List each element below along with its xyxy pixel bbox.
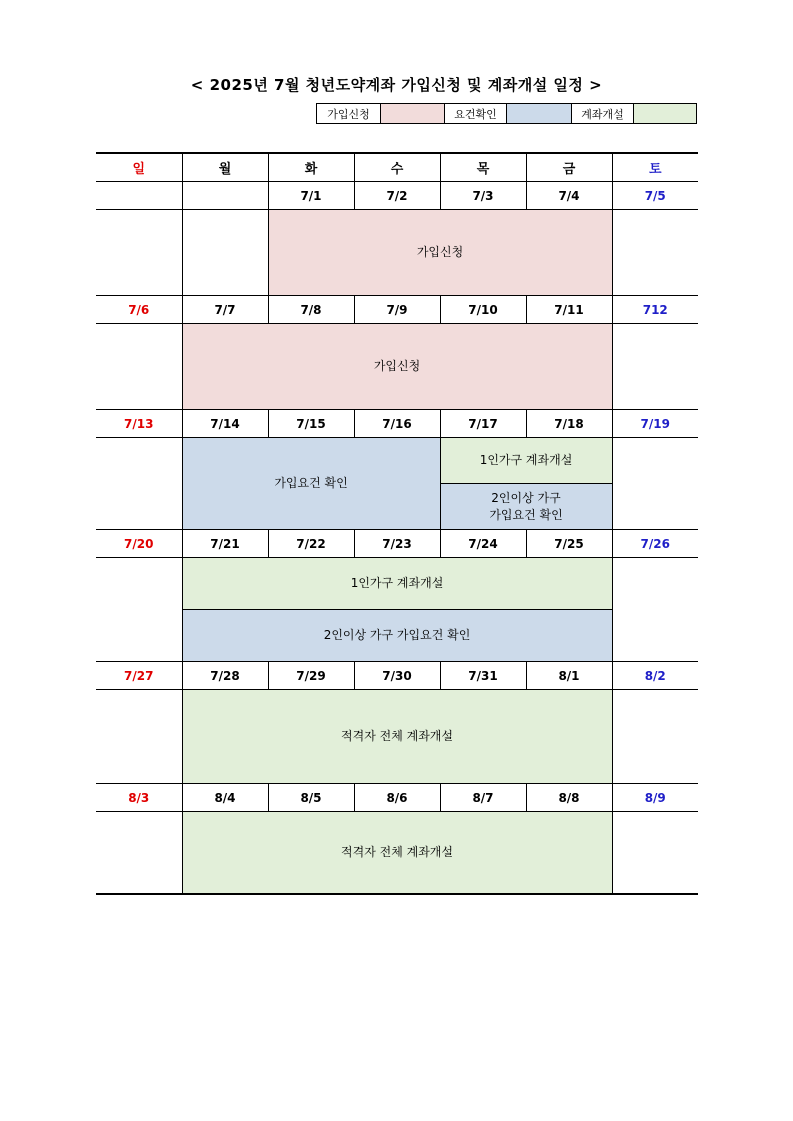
empty-cell xyxy=(612,812,698,894)
event-check-multi-line1: 2인이상 가구 xyxy=(491,490,561,505)
date-cell: 7/24 xyxy=(440,530,526,558)
week-6-events xyxy=(96,812,698,894)
week-1-dates xyxy=(96,182,698,210)
date-cell: 7/9 xyxy=(354,296,440,324)
date-cell: 7/27 xyxy=(96,662,182,690)
date-cell: 8/3 xyxy=(96,784,182,812)
date-cell: 7/31 xyxy=(440,662,526,690)
date-cell: 7/2 xyxy=(354,182,440,210)
date-cell: 7/10 xyxy=(440,296,526,324)
weekday-mon: 월 xyxy=(182,153,268,182)
week-2-dates xyxy=(96,296,698,324)
date-cell: 7/21 xyxy=(182,530,268,558)
date-cell xyxy=(182,182,268,210)
empty-cell xyxy=(96,812,182,894)
empty-cell xyxy=(96,210,182,296)
date-cell: 7/4 xyxy=(526,182,612,210)
empty-cell xyxy=(96,690,182,784)
date-cell: 7/8 xyxy=(268,296,354,324)
week-4-events-a xyxy=(96,558,698,610)
legend xyxy=(316,103,697,124)
empty-cell xyxy=(612,324,698,410)
date-cell: 7/3 xyxy=(440,182,526,210)
weekday-wed: 수 xyxy=(354,153,440,182)
event-check-multi-line2: 가입요건 확인 xyxy=(489,507,563,522)
empty-cell xyxy=(96,558,182,662)
date-cell: 7/29 xyxy=(268,662,354,690)
date-cell: 7/26 xyxy=(612,530,698,558)
date-cell: 7/23 xyxy=(354,530,440,558)
weekday-tue: 화 xyxy=(268,153,354,182)
legend-swatch-check xyxy=(507,104,572,123)
date-cell: 7/19 xyxy=(612,410,698,438)
empty-cell xyxy=(612,210,698,296)
date-cell: 8/2 xyxy=(612,662,698,690)
week-5-events xyxy=(96,690,698,784)
event-check-multi: 2인이상 가구 가입요건 확인 xyxy=(182,610,612,662)
empty-cell xyxy=(96,438,182,530)
empty-cell xyxy=(96,324,182,410)
date-cell xyxy=(96,182,182,210)
date-cell: 7/11 xyxy=(526,296,612,324)
date-cell: 8/7 xyxy=(440,784,526,812)
weekday-thu: 목 xyxy=(440,153,526,182)
weekday-sat: 토 xyxy=(612,153,698,182)
event-apply: 가입신청 xyxy=(268,210,612,296)
date-cell: 7/25 xyxy=(526,530,612,558)
event-open-all: 적격자 전체 계좌개설 xyxy=(182,690,612,784)
legend-label-open: 계좌개설 xyxy=(572,104,634,123)
legend-swatch-open xyxy=(634,104,696,123)
empty-cell xyxy=(612,558,698,662)
week-3-events-a xyxy=(96,438,698,484)
legend-swatch-apply xyxy=(381,104,445,123)
date-cell: 8/9 xyxy=(612,784,698,812)
legend-label-apply: 가입신청 xyxy=(317,104,381,123)
schedule-calendar xyxy=(96,152,698,895)
weekday-sun: 일 xyxy=(96,153,182,182)
date-cell: 7/5 xyxy=(612,182,698,210)
date-cell: 8/6 xyxy=(354,784,440,812)
empty-cell xyxy=(612,690,698,784)
event-check-multi xyxy=(440,484,612,530)
date-cell: 7/18 xyxy=(526,410,612,438)
event-apply: 가입신청 xyxy=(182,324,612,410)
date-cell: 7/13 xyxy=(96,410,182,438)
date-cell: 8/1 xyxy=(526,662,612,690)
week-1-events xyxy=(96,210,698,296)
date-cell: 7/28 xyxy=(182,662,268,690)
date-cell: 7/14 xyxy=(182,410,268,438)
date-cell: 7/16 xyxy=(354,410,440,438)
date-cell: 8/5 xyxy=(268,784,354,812)
week-2-events xyxy=(96,324,698,410)
week-3-dates xyxy=(96,410,698,438)
week-4-events-b xyxy=(96,610,698,662)
date-cell: 7/1 xyxy=(268,182,354,210)
empty-cell xyxy=(612,438,698,530)
weekday-fri: 금 xyxy=(526,153,612,182)
event-open-all: 적격자 전체 계좌개설 xyxy=(182,812,612,894)
event-open-single: 1인가구 계좌개설 xyxy=(440,438,612,484)
date-cell: 7/15 xyxy=(268,410,354,438)
week-6-dates xyxy=(96,784,698,812)
date-cell: 7/20 xyxy=(96,530,182,558)
legend-label-check: 요건확인 xyxy=(445,104,507,123)
date-cell: 7/30 xyxy=(354,662,440,690)
week-4-dates xyxy=(96,530,698,558)
event-open-single: 1인가구 계좌개설 xyxy=(182,558,612,610)
date-cell: 7/22 xyxy=(268,530,354,558)
page-title: < 2025년 7월 청년도약계좌 가입신청 및 계좌개설 일정 > xyxy=(190,76,603,94)
empty-cell xyxy=(182,210,268,296)
date-cell: 7/17 xyxy=(440,410,526,438)
date-cell: 8/4 xyxy=(182,784,268,812)
weekday-header-row xyxy=(96,153,698,182)
date-cell: 7/6 xyxy=(96,296,182,324)
date-cell: 7/7 xyxy=(182,296,268,324)
event-check: 가입요건 확인 xyxy=(182,438,440,530)
date-cell: 8/8 xyxy=(526,784,612,812)
week-5-dates xyxy=(96,662,698,690)
date-cell: 712 xyxy=(612,296,698,324)
